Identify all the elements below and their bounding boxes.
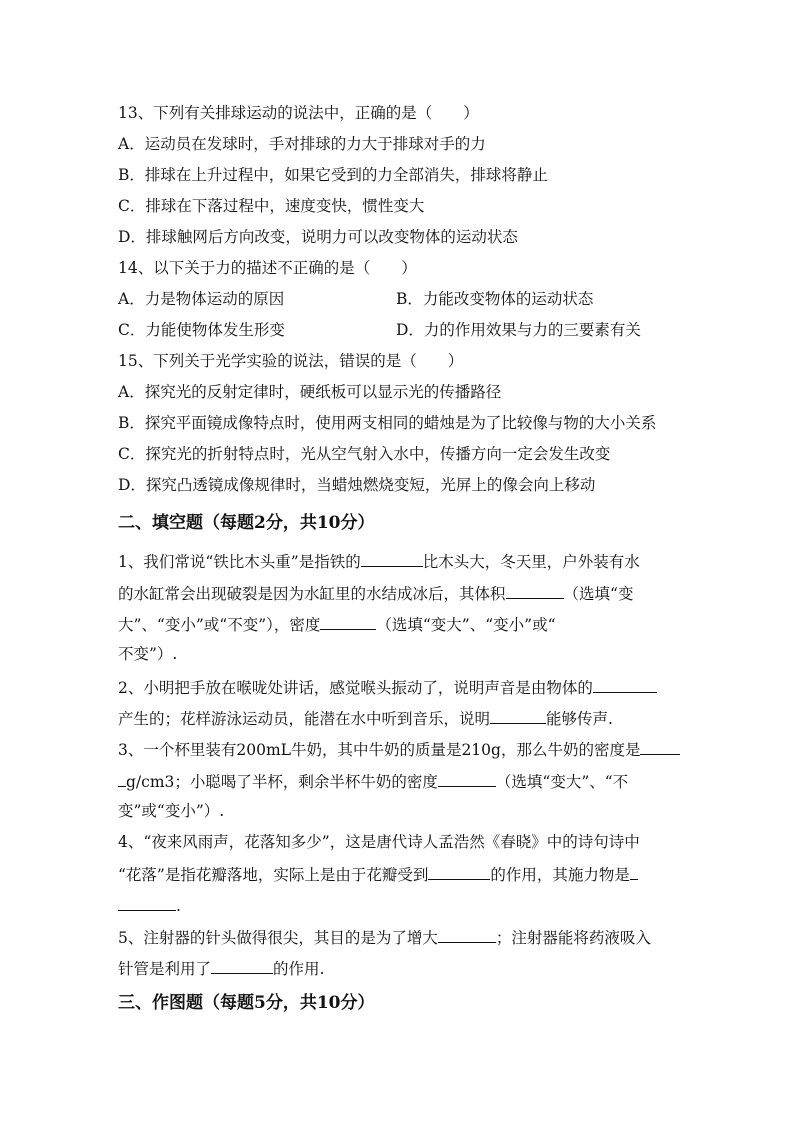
fill2-text-1a: 2、小明把手放在喉咙处讲话，感觉喉头振动了，说明声音是由物体的 xyxy=(118,679,593,697)
q15-option-d: D．探究凸透镜成像规律时，当蜡烛燃烧变短，光屏上的像会向上移动 xyxy=(118,476,596,494)
fill3-blank-1-continued[interactable] xyxy=(118,770,126,787)
fill1-text-3b: （选填“变大”、“变小”或“ xyxy=(376,616,556,634)
q13-stem: 13、下列有关排球运动的说法中，正确的是（ ） xyxy=(118,104,479,122)
fill5-line-1 xyxy=(118,926,678,948)
fill5-blank-1[interactable] xyxy=(438,926,496,943)
fill3-text-2a: g/cm3；小聪喝了半杯，剩余半杯牛奶的密度 xyxy=(126,773,438,791)
fill4-blank-2-continued[interactable] xyxy=(118,894,176,911)
fill2-line-1 xyxy=(118,676,678,698)
q15-option-b: B．探究平面镜成像特点时，使用两支相同的蜡烛是为了比较像与物的大小关系 xyxy=(118,414,657,432)
section-3-heading: 三、作图题（每题5分，共10分） xyxy=(118,993,375,1013)
fill1-text-1a: 1、我们常说“铁比木头重”是指铁的 xyxy=(118,553,361,571)
fill1-line-2 xyxy=(118,582,678,604)
fill1-text-3a: 大”、“变小”或“不变”），密度 xyxy=(118,616,321,634)
fill4-blank-1[interactable] xyxy=(428,863,490,880)
fill1-blank-1[interactable] xyxy=(361,550,423,567)
fill4-text-2b: 的作用，其施力物是 xyxy=(490,866,630,884)
q14-option-c: C．力能使物体发生形变 xyxy=(118,321,285,339)
fill1-blank-2[interactable] xyxy=(506,582,564,599)
fill5-text-1a: 5、注射器的针头做得很尖，其目的是为了增大 xyxy=(118,929,438,947)
fill1-text-2a: 的水缸常会出现破裂是因为水缸里的水结成冰后，其体积 xyxy=(118,585,506,603)
q14-option-d: D．力的作用效果与力的三要素有关 xyxy=(396,321,641,339)
fill2-blank-1[interactable] xyxy=(593,676,657,693)
fill1-line-3 xyxy=(118,613,678,635)
fill5-text-1b: ；注射器能将药液吸入 xyxy=(495,929,651,947)
fill3-line-2 xyxy=(118,770,678,792)
q14-stem: 14、以下关于力的描述不正确的是（ ） xyxy=(118,259,417,277)
q13-option-c: C．排球在下落过程中，速度变快，惯性变大 xyxy=(118,197,425,215)
fill5-text-2b: 的作用. xyxy=(273,960,325,978)
fill1-line-4: 不变”）. xyxy=(118,645,178,663)
q15-option-a: A．探究光的反射定律时，硬纸板可以显示光的传播路径 xyxy=(118,383,502,401)
fill1-text-1b: 比木头大，冬天里，户外装有水 xyxy=(422,553,640,571)
fill2-line-2 xyxy=(118,707,678,729)
q15-stem: 15、下列关于光学实验的说法，错误的是（ ） xyxy=(118,352,464,370)
fill5-line-2 xyxy=(118,957,678,979)
fill2-blank-2[interactable] xyxy=(490,707,546,724)
fill3-blank-2[interactable] xyxy=(438,770,496,787)
q14-option-b: B．力能改变物体的运动状态 xyxy=(396,290,594,308)
fill2-text-2a: 产生的；花样游泳运动员，能潜在水中听到音乐，说明 xyxy=(118,710,491,728)
fill4-line-2 xyxy=(118,863,678,885)
fill4-blank-2[interactable] xyxy=(630,863,638,880)
q14-option-a: A．力是物体运动的原因 xyxy=(118,290,285,308)
q13-option-a: A．运动员在发球时，手对排球的力大于排球对手的力 xyxy=(118,135,486,153)
fill1-text-2b: （选填“变 xyxy=(563,585,634,603)
q13-option-b: B．排球在上升过程中，如果它受到的力全部消失，排球将静止 xyxy=(118,166,548,184)
fill4-line-3 xyxy=(118,894,678,916)
section-2-heading: 二、填空题（每题2分，共10分） xyxy=(118,513,375,533)
fill4-text-3b: . xyxy=(176,897,181,915)
fill5-blank-2[interactable] xyxy=(211,957,273,974)
fill2-text-2b: 能够传声. xyxy=(546,710,613,728)
fill3-line-1 xyxy=(118,738,678,760)
fill5-text-2a: 针管是利用了 xyxy=(118,960,212,978)
fill3-line-3: 变”或“变小”）. xyxy=(118,802,225,820)
fill4-line-1: 4、“夜来风雨声，花落知多少”，这是唐代诗人孟浩然《春晓》中的诗句诗中 xyxy=(118,833,640,851)
fill4-text-2a: “花落”是指花瓣落地，实际上是由于花瓣受到 xyxy=(118,866,429,884)
fill1-line-1 xyxy=(118,550,678,572)
q13-option-d: D．排球触网后方向改变，说明力可以改变物体的运动状态 xyxy=(118,228,518,246)
q15-option-c: C．探究光的折射特点时，光从空气射入水中，传播方向一定会发生改变 xyxy=(118,445,611,463)
fill1-blank-3[interactable] xyxy=(320,613,376,630)
fill3-text-1a: 3、一个杯里装有200mL牛奶，其中牛奶的质量是210g，那么牛奶的密度是 xyxy=(118,741,641,759)
fill3-blank-1[interactable] xyxy=(640,738,680,755)
fill3-text-2b: （选填“变大”、“不 xyxy=(495,773,629,791)
